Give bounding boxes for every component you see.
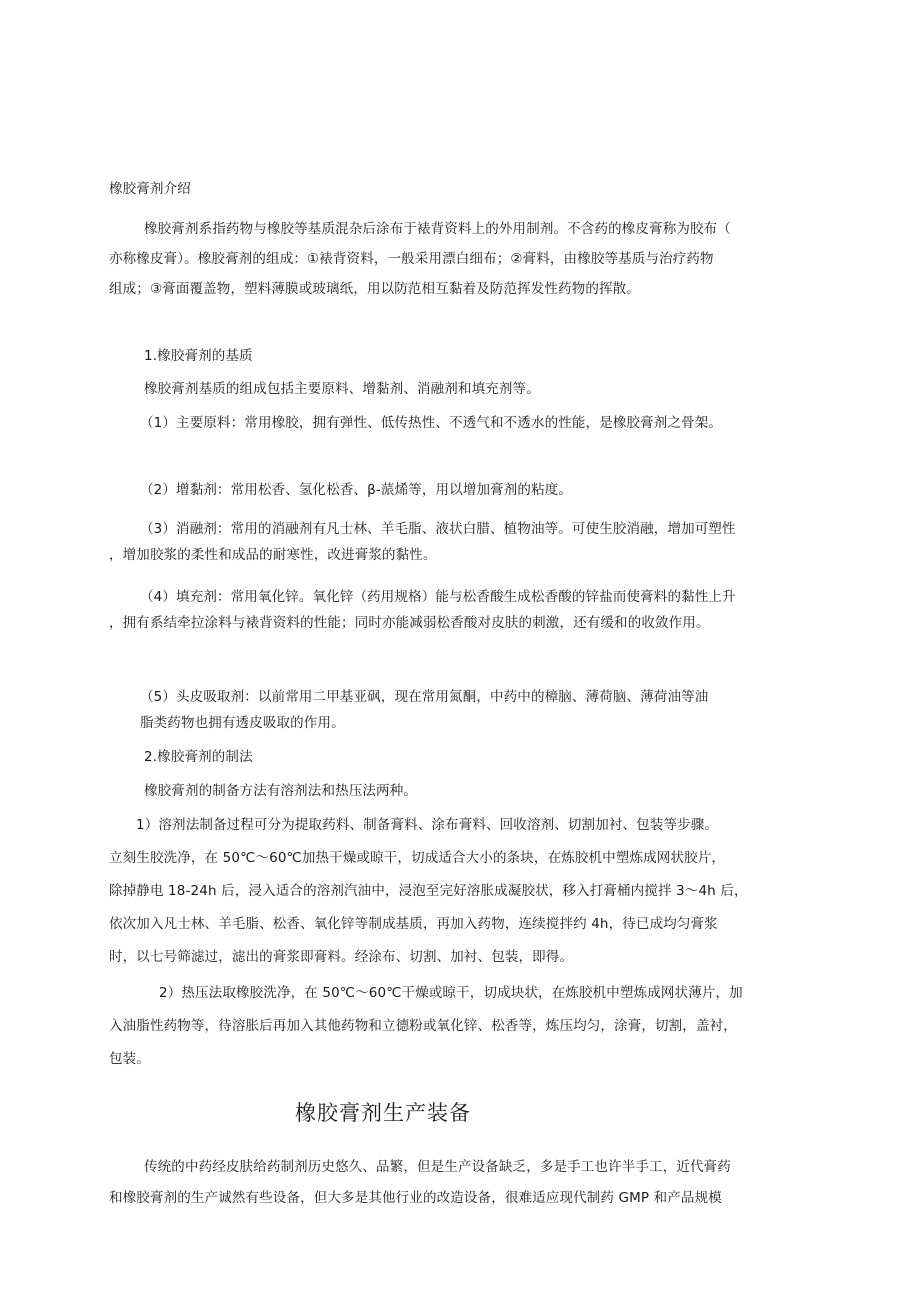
equipment-line: 传统的中药经皮肤给药制剂历史悠久、品繁，但是生产设备缺乏，多是手工也许半手工，近代膏药 — [144, 1159, 731, 1175]
item-softener-line: （3）消融剂：常用的消融剂有凡士林、羊毛脂、液状白腊、植物油等。可使生胶消融，增加可塑性 — [140, 521, 736, 537]
item-softener-line: ，增加胶浆的柔性和成品的耐寒性，改进膏浆的黏性。 — [109, 547, 437, 563]
intro-line: 橡胶膏剂系指药物与橡胶等基质混杂后涂布于裱背资料上的外用制剂。不含药的橡皮膏称为胶布（ — [144, 221, 731, 237]
method2-line: 入油脂性药物等，待溶胀后再加入其他药物和立德粉或氧化锌、松香等，炼压均匀，涂膏，切割，盖衬， — [109, 1018, 737, 1034]
intro-line: 组成；③膏面覆盖物，塑料薄膜或玻璃纸，用以防范相互黏着及防范挥发性药物的挥散。 — [109, 281, 640, 297]
section-lead: 橡胶膏剂的制备方法有溶剂法和热压法两种。 — [144, 783, 417, 799]
section-lead: 橡胶膏剂基质的组成包括主要原料、增黏剂、消融剂和填充剂等。 — [144, 381, 540, 397]
equipment-title: 橡胶膏剂生产装备 — [295, 1101, 471, 1125]
intro-line: 亦称橡皮膏）。橡胶膏剂的组成：①裱背资料，一般采用漂白细布；②膏料，由橡胶等基质与治疗药物 — [109, 251, 714, 267]
section-heading: 1.橡胶膏剂的基质 — [144, 348, 253, 364]
item-absorber-line: 脂类药物也拥有透皮吸取的作用。 — [140, 715, 345, 731]
method1-line: 时，以七号筛滤过，滤出的膏浆即膏料。经涂布、切割、加衬、包装，即得。 — [109, 949, 574, 965]
item-absorber-line: （5）头皮吸取剂：以前常用二甲基亚砜，现在常用氮酮，中药中的樟脑、薄荷脑、薄荷油等油 — [140, 689, 709, 705]
item-main-material: （1）主要原料：常用橡胶，拥有弹性、低传热性、不透气和不透水的性能，是橡胶膏剂之骨架。 — [140, 415, 723, 431]
equipment-line: 和橡胶膏剂的生产诚然有些设备，但大多是其他行业的改造设备，很难适应现代制药 GMP 和产品规模 — [109, 1190, 722, 1206]
method1-title: 1）溶剂法制备过程可分为提取药料、制备膏料、涂布膏料、回收溶剂、切割加衬、包装等步骤。 — [136, 817, 719, 833]
item-filler-line: ，拥有系结牵拉涂料与裱背资料的性能；同时亦能减弱松香酸对皮肤的刺激，还有缓和的收敛作用。 — [109, 615, 710, 631]
item-tackifier: （2）增黏剂：常用松香、氢化松香、β-蒎烯等，用以增加膏剂的粘度。 — [140, 482, 573, 498]
method1-line: 依次加入凡士林、羊毛脂、松香、氧化锌等制成基质，再加入药物，连续搅拌约 4h，待已成均匀膏浆 — [109, 916, 718, 932]
method2-line: 2）热压法取橡胶洗净，在 50℃～60℃干燥或晾干，切成块状，在炼胶机中塑炼成网状薄片，加 — [159, 985, 743, 1001]
section-heading: 2.橡胶膏剂的制法 — [144, 749, 253, 765]
method2-line: 包装。 — [109, 1051, 150, 1067]
item-filler-line: （4）填充剂：常用氧化锌。氧化锌（药用规格）能与松香酸生成松香酸的锌盐而使膏料的黏性上升 — [140, 589, 736, 605]
method1-line: 立刻生胶洗净，在 50℃～60℃加热干燥或晾干，切成适合大小的条块，在炼胶机中塑炼成网状胶片， — [109, 850, 726, 866]
method1-line: 除掉静电 18-24h 后，浸入适合的溶剂汽油中，浸泡至完好溶胀成凝胶状，移入打膏桶内搅拌 3～4h 后， — [109, 883, 748, 899]
doc-title: 橡胶膏剂介绍 — [109, 181, 191, 197]
